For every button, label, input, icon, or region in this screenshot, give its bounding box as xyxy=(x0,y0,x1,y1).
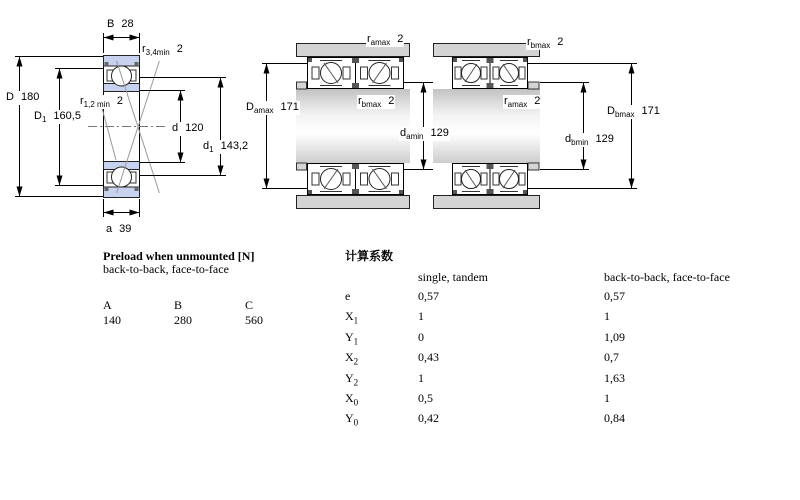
factor-row-Y0: $Y_0$ 0,42 0,84 xyxy=(345,411,625,428)
dim-line-B xyxy=(104,33,140,53)
bearing-pair xyxy=(308,164,404,195)
dim-label-rbmax-b: $r_{bmax}$ 2 xyxy=(527,36,564,51)
preload-table xyxy=(103,250,316,328)
dim-label-d1: $d_1$ 143,2 xyxy=(203,140,249,155)
dim-label-Damax: $D_{amax}$ 171 xyxy=(246,101,299,116)
housing-bottom xyxy=(434,196,540,209)
arrangement-a-drawing xyxy=(262,44,433,209)
factors-table-header: single, tandem back-to-back, face-to-face xyxy=(418,270,730,284)
dim-label-D: D 180 xyxy=(5,91,40,105)
calculation-factors-table xyxy=(345,250,730,431)
factors-table-title: 计算系数 xyxy=(345,249,394,263)
housing-bottom xyxy=(297,196,410,209)
bearing-pair xyxy=(453,164,528,195)
preload-table-header: A B C xyxy=(103,298,254,312)
dim-line-a xyxy=(104,199,140,217)
dim-line-Damax xyxy=(262,64,296,189)
housing-top xyxy=(434,44,540,57)
dim-label-r34: $r_{3,4min}$ 2 xyxy=(142,43,183,58)
factor-row-X2: $X_2$ 0,43 0,7 xyxy=(345,350,619,367)
shaft-shoulder xyxy=(297,82,307,89)
dim-label-dbmin: $d_{bmin}$ 129 xyxy=(565,133,614,148)
arrangement-b-drawing xyxy=(433,44,637,209)
preload-table-subtitle: back-to-back, face-to-face xyxy=(103,262,229,276)
dim-label-rbmax-a: $r_{bmax}$ 2 xyxy=(358,95,395,110)
dim-label-damin: $d_{amin}$ 129 xyxy=(400,127,449,142)
shaft-shoulder xyxy=(528,163,539,170)
factor-row-Y1: $Y_1$ 0 1,09 xyxy=(345,329,625,347)
dim-label-r12: $r_{1,2 min}$ 2 xyxy=(80,95,124,110)
preload-table-values: 140 280 560 xyxy=(103,313,263,327)
bearing-pair xyxy=(308,58,404,89)
dim-label-Dbmax: $D_{bmax}$ 171 xyxy=(607,105,660,120)
factor-row-X1: $X_1$ 1 1 xyxy=(345,309,610,326)
dim-label-a: a 39 xyxy=(105,223,132,237)
preload-table-title: Preload when unmounted [N] xyxy=(103,249,255,263)
factor-row-Y2: $Y_2$ 1 1,63 xyxy=(345,370,625,387)
dim-label-D1: $D_1$ 160,5 xyxy=(34,110,81,125)
dim-label-B: B 28 xyxy=(106,18,135,32)
factor-row-X0: $X_0$ 0,5 1 xyxy=(345,390,610,408)
bearing-pair xyxy=(453,58,528,89)
dim-line-dbmin xyxy=(540,83,589,170)
shaft-shoulder xyxy=(297,163,307,170)
factor-row-e: e 0,57 0,57 xyxy=(345,289,625,303)
dim-label-d: d 120 xyxy=(171,122,204,136)
dim-label-ramax-a: $r_{amax}$ 2 xyxy=(367,33,404,48)
shaft-shoulder xyxy=(528,82,539,89)
dim-label-ramax-b: $r_{amax}$ 2 xyxy=(504,95,541,110)
